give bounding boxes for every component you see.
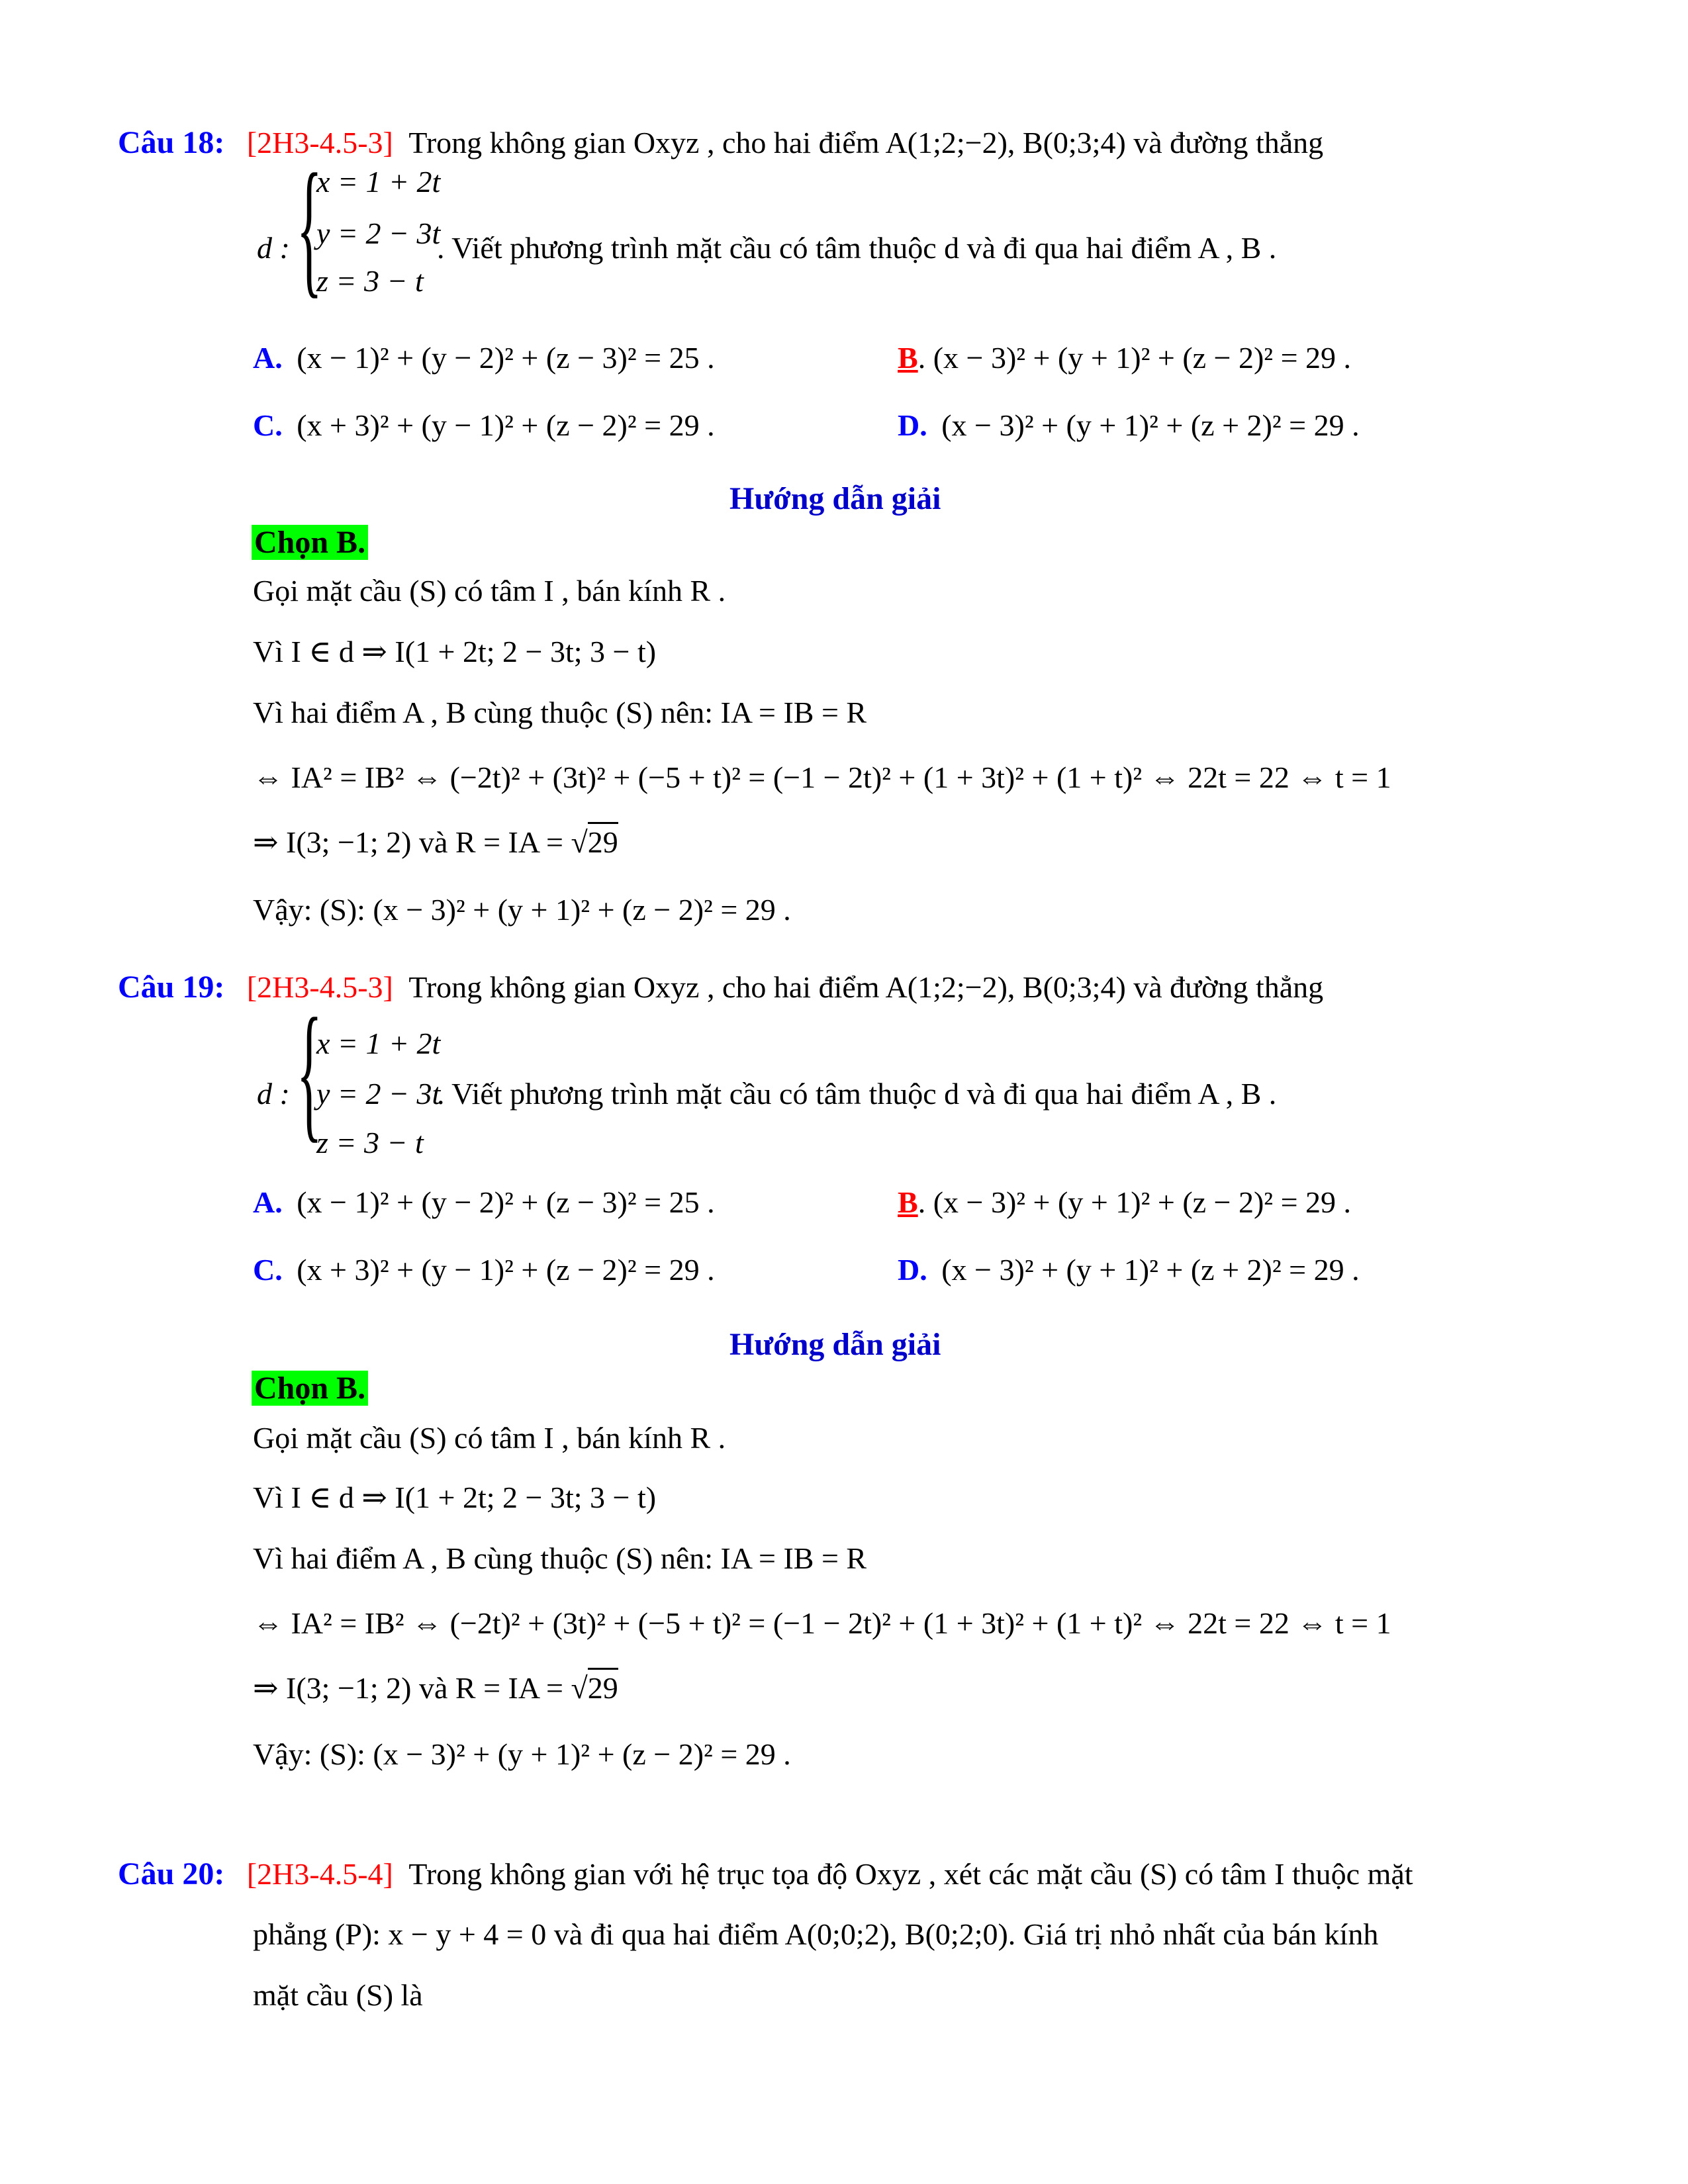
q19-d-label: d : (257, 1077, 290, 1111)
q19-option-a (253, 1187, 715, 1218)
q18-opt-b-text: . (x − 3)² + (y + 1)² + (z − 2)² = 29 . (917, 341, 1352, 375)
q20-label: Câu 20: (118, 1856, 225, 1891)
q19-system-brace: { (297, 987, 322, 1156)
q19-option-b (898, 1187, 1351, 1218)
q18-answer (252, 527, 368, 559)
q18-sys-z: z = 3 − t (316, 264, 424, 298)
q19-chon: Chọn B. (252, 1371, 368, 1406)
q19-sqrt-29: 29 (588, 1668, 618, 1705)
q18-opt-c-key: C. (253, 408, 283, 442)
q18-step-2: Vì I ∈ d ⇒ I(1 + 2t; 2 − 3t; 3 − t) (253, 635, 657, 668)
q19-stem2: . Viết phương trình mặt cầu có tâm thuộc d và đi qua hai điểm A , B . (437, 1077, 1277, 1111)
q19-opt-a-key: A. (253, 1185, 283, 1219)
q18-step-4: ⇔ IA² = IB² ⇔ (−2t)² + (3t)² + (−5 + t)² = (−1 − 2t)² + (1 + 3t)² + (1 + t)² ⇔ 22t = 22 ⇔ t = 1 (253, 760, 1391, 794)
q19-opt-a-text: (x − 1)² + (y − 2)² + (z − 3)² = 25 . (297, 1185, 715, 1219)
q19-step-4: ⇔ IA² = IB² ⇔ (−2t)² + (3t)² + (−5 + t)² = (−1 − 2t)² + (1 + 3t)² + (1 + t)² ⇔ 22t = 22 ⇔ t = 1 (253, 1606, 1391, 1640)
q18-option-a (253, 343, 715, 373)
q18-label: Câu 18: (118, 125, 225, 160)
q18-stem2: . Viết phương trình mặt cầu có tâm thuộc d và đi qua hai điểm A , B . (437, 231, 1277, 265)
q18-solution-heading: Hướng dẫn giải (729, 481, 941, 516)
q19-opt-b-key: B (898, 1185, 918, 1219)
q18-code: [2H3-4.5-3] (246, 126, 393, 159)
q18-opt-d-text: (x − 3)² + (y + 1)² + (z + 2)² = 29 . (941, 408, 1360, 442)
q20-header (118, 1858, 1413, 1890)
q18-option-c (253, 410, 715, 441)
q18-option-b (898, 343, 1351, 373)
q18-stem: Trong không gian Oxyz , cho hai điểm A(1;2;−2), B(0;3;4) và đường thẳng (408, 126, 1324, 159)
q19-sys-x: x = 1 + 2t (316, 1026, 441, 1060)
q19-label: Câu 19: (118, 970, 225, 1005)
q19-step-5-text: ⇒ I(3; −1; 2) và R = IA = √ (253, 1671, 588, 1705)
q18-step-3: Vì hai điểm A , B cùng thuộc (S) nên: IA = IB = R (253, 696, 867, 729)
q19-step-3: Vì hai điểm A , B cùng thuộc (S) nên: IA = IB = R (253, 1541, 867, 1575)
q20-line-1: Trong không gian với hệ trục tọa độ Oxyz , xét các mặt cầu (S) có tâm I thuộc mặt (408, 1857, 1413, 1891)
q19-option-d (898, 1255, 1360, 1285)
q18-opt-b-key: B (898, 341, 918, 375)
q18-step-6: Vậy: (S): (x − 3)² + (y + 1)² + (z − 2)² = 29 . (253, 893, 791, 927)
q18-sys-x: x = 1 + 2t (316, 165, 441, 199)
q18-opt-d-key: D. (898, 408, 927, 442)
q18-opt-c-text: (x + 3)² + (y − 1)² + (z − 2)² = 29 . (297, 408, 715, 442)
q18-opt-a-key: A. (253, 341, 283, 375)
q19-opt-c-key: C. (253, 1253, 283, 1287)
q19-answer (252, 1373, 368, 1404)
q18-option-d (898, 410, 1360, 441)
q19-step-1: Gọi mặt cầu (S) có tâm I , bán kính R . (253, 1421, 726, 1455)
q19-stem: Trong không gian Oxyz , cho hai điểm A(1;2;−2), B(0;3;4) và đường thẳng (408, 970, 1324, 1004)
q19-option-c (253, 1255, 715, 1285)
q19-solution-heading: Hướng dẫn giải (729, 1327, 941, 1362)
q19-step-2: Vì I ∈ d ⇒ I(1 + 2t; 2 − 3t; 3 − t) (253, 1480, 657, 1514)
q19-step-5 (253, 1673, 618, 1704)
q18-step-5 (253, 827, 618, 858)
q19-opt-d-text: (x − 3)² + (y + 1)² + (z + 2)² = 29 . (941, 1253, 1360, 1287)
q18-step-5-text: ⇒ I(3; −1; 2) và R = IA = √ (253, 825, 588, 859)
q19-code: [2H3-4.5-3] (246, 970, 393, 1004)
q19-sys-y: y = 2 − 3t (316, 1077, 441, 1111)
q20-line-3: mặt cầu (S) là (253, 1978, 423, 2012)
q18-d-label: d : (257, 231, 290, 265)
q18-system-brace: { (297, 142, 322, 311)
q19-opt-b-text: . (x − 3)² + (y + 1)² + (z − 2)² = 29 . (917, 1185, 1352, 1219)
q18-sys-y: y = 2 − 3t (316, 216, 441, 250)
q18-chon: Chọn B. (252, 525, 368, 560)
q18-sqrt-29: 29 (588, 822, 618, 859)
q18-opt-a-text: (x − 1)² + (y − 2)² + (z − 3)² = 25 . (297, 341, 715, 375)
q20-code: [2H3-4.5-4] (246, 1857, 393, 1891)
q19-sys-z: z = 3 − t (316, 1126, 424, 1160)
q20-line-2: phẳng (P): x − y + 4 = 0 và đi qua hai điểm A(0;0;2), B(0;2;0). Giá trị nhỏ nhất của bán kính (253, 1917, 1379, 1951)
q19-step-6: Vậy: (S): (x − 3)² + (y + 1)² + (z − 2)² = 29 . (253, 1737, 791, 1771)
q19-opt-d-key: D. (898, 1253, 927, 1287)
q19-opt-c-text: (x + 3)² + (y − 1)² + (z − 2)² = 29 . (297, 1253, 715, 1287)
q18-step-1: Gọi mặt cầu (S) có tâm I , bán kính R . (253, 574, 726, 608)
